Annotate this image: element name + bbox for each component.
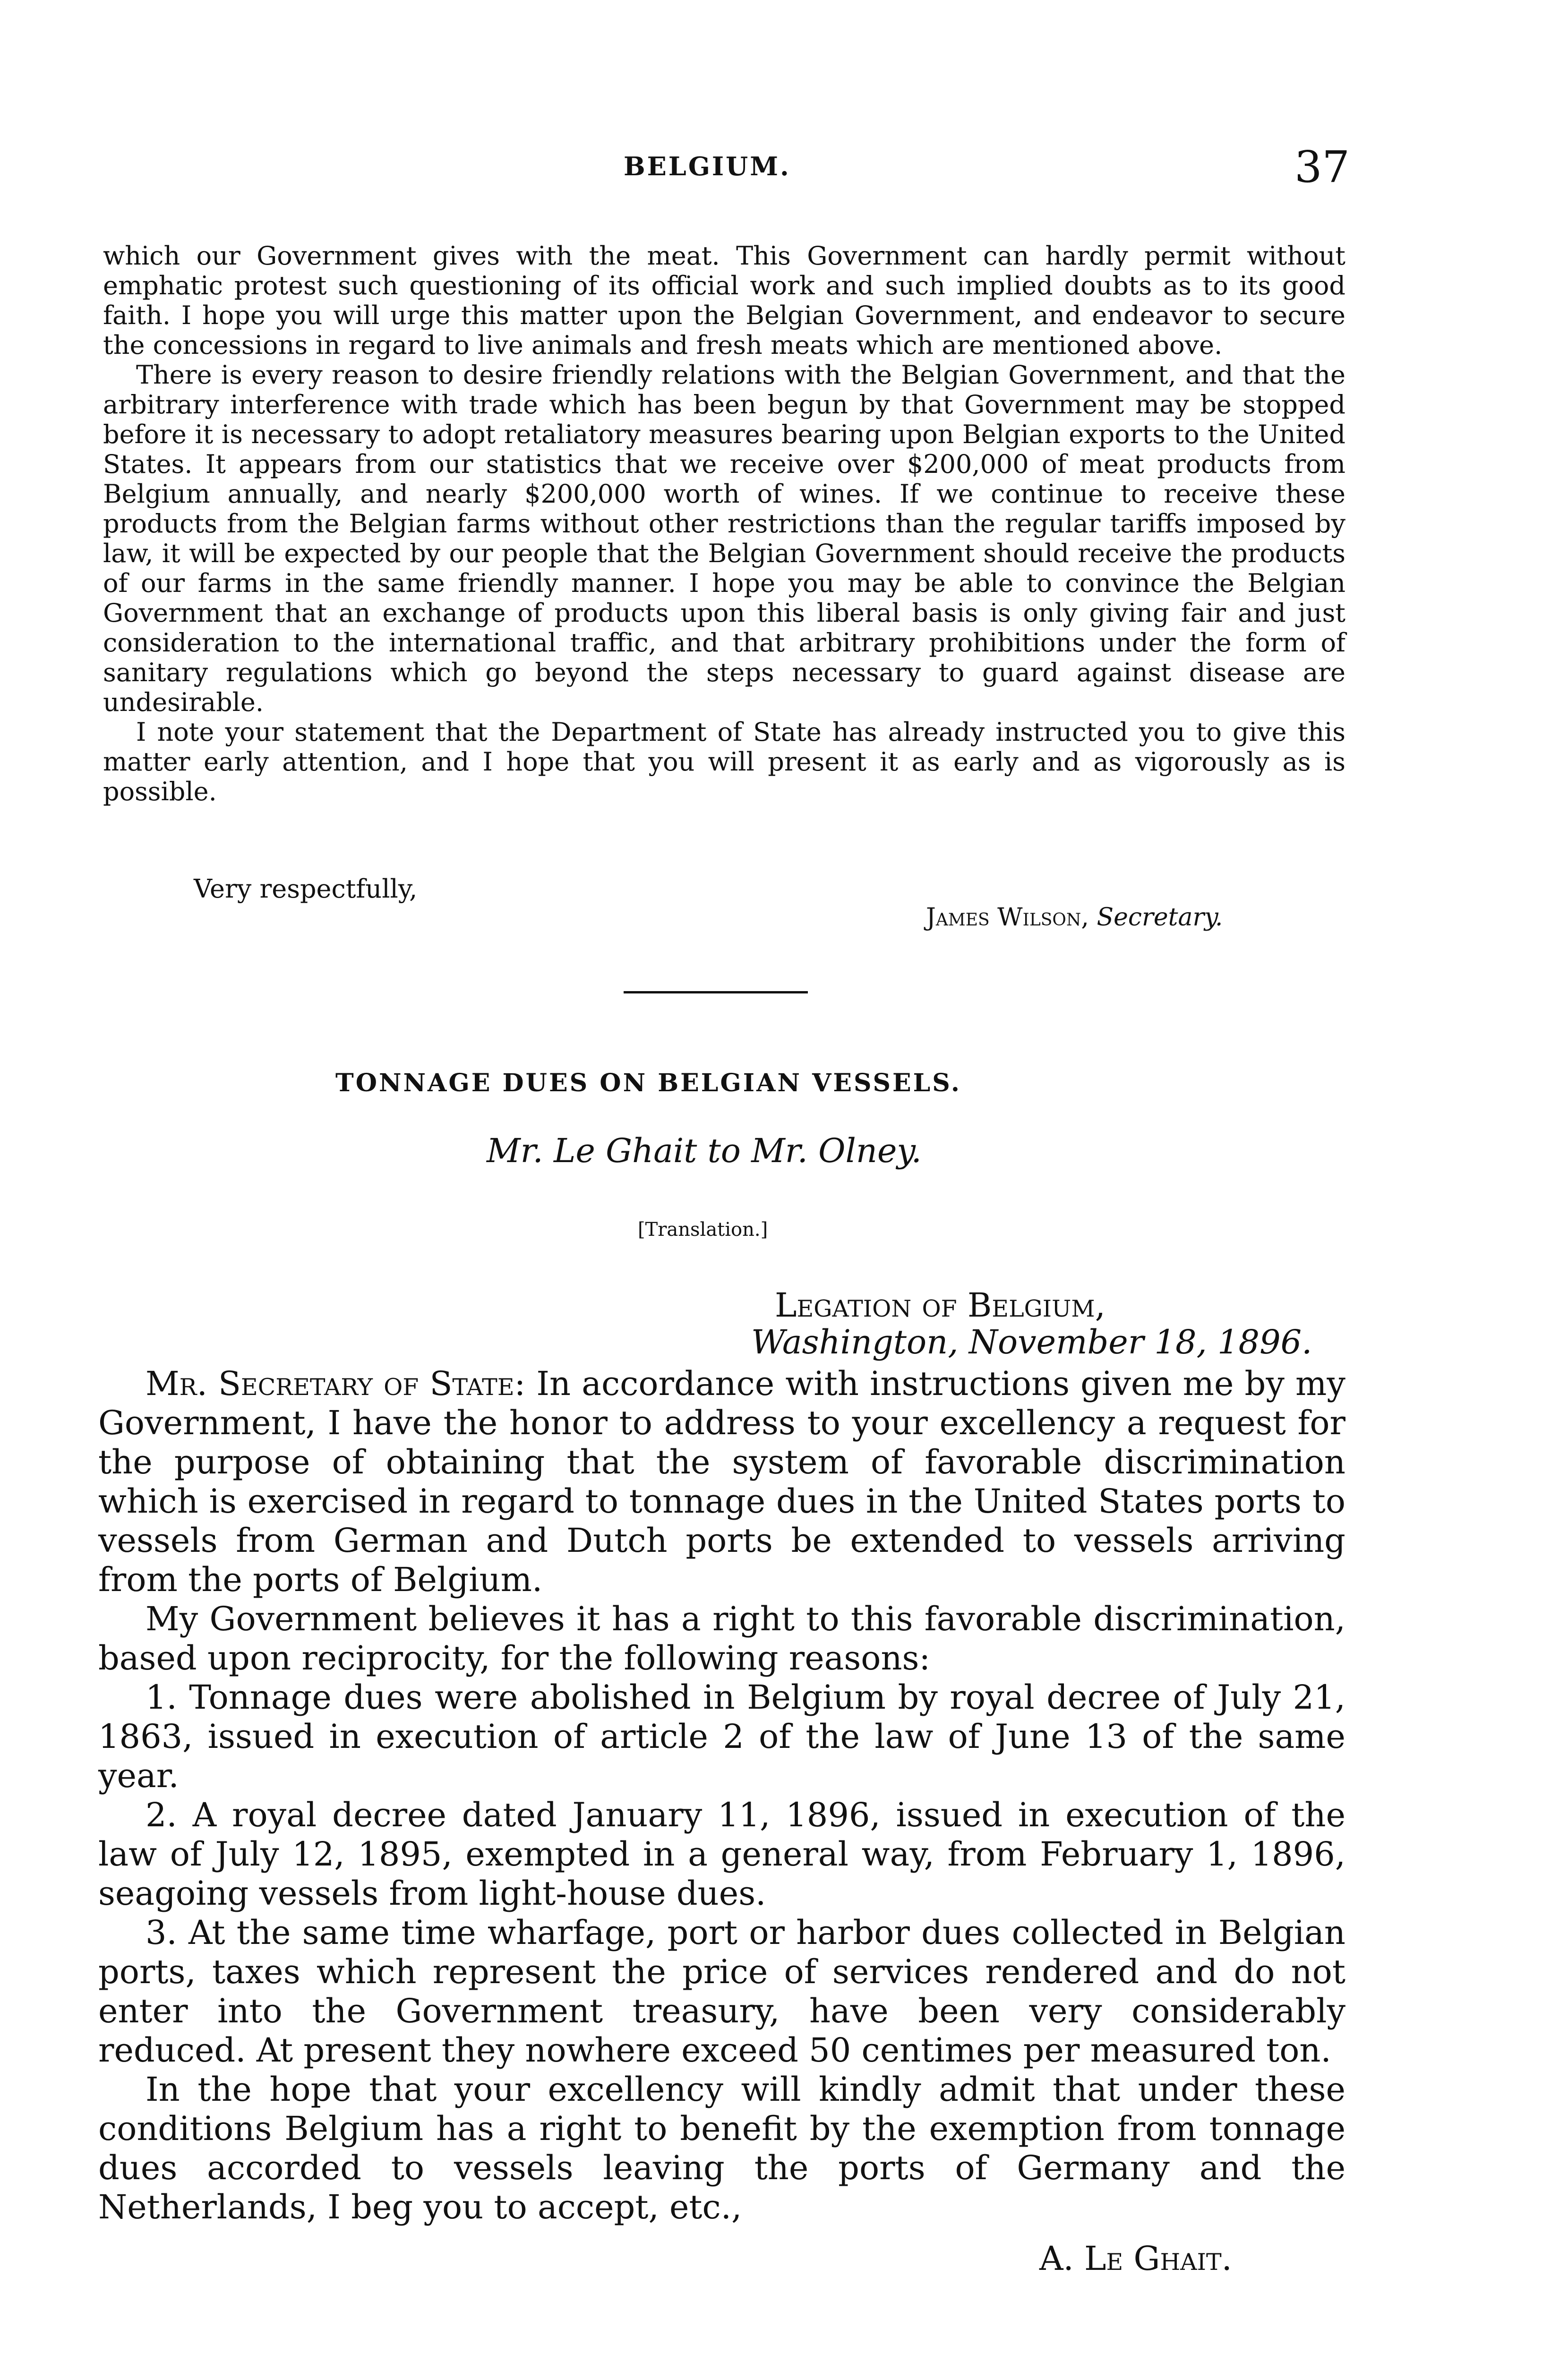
letter-one-closing: Very respectfully, [194, 874, 418, 904]
letter-two-paragraph-6: In the hope that your excellency will kindly admit that under these conditions Belgium has a right to benefit by the exemption from tonnage dues accorded to vessels leaving the ports of Germany and the Netherlands, I beg you to accept, etc., [98, 2070, 1345, 2226]
section-title: TONNAGE DUES ON BELGIAN VESSELS. [335, 1069, 962, 1097]
letter-two-paragraph-3: 1. Tonnage dues were abolished in Belgium by royal decree of July 21, 1863, issued in execution of article 2 of the law of June 13 of the same year. [98, 1678, 1345, 1795]
running-head: BELGIUM. [624, 151, 791, 181]
letter-two-body [98, 1364, 1345, 2227]
section-divider [624, 991, 808, 993]
letter-two-signature: A. Le Ghait. [1039, 2239, 1232, 2278]
letter-one-paragraph-3: I note your statement that the Department of State has already instructed you to give this matter early attention, and I hope that you will present it as early and as vigorously as is possible. [103, 717, 1345, 806]
page-number: 37 [1294, 142, 1350, 192]
letter-one-paragraph-2: There is every reason to desire friendly relations with the Belgian Government, and that the arbitrary interference with trade which has been begun by that Government may be stopped before it is necessary to adopt retaliatory measures bearing upon Belgian exports to the United States. It appears from our statistics that we receive over $200,000 of meat products from Belgium annually, and nearly $200,000 worth of wines. If we continue to receive these products from the Belgian farms without other restrictions than the regular tariffs imposed by law, it will be expected by our people that the Belgian Government should receive the products of our farms in the same friendly manner. I hope you may be able to convince the Belgian Government that an exchange of products upon this liberal basis is only giving fair and just consideration to the international traffic, and that arbitrary prohibitions under the form of sanitary regulations which go beyond the steps necessary to guard against disease are undesirable. [103, 360, 1345, 717]
signature-name: James Wilson, [926, 903, 1089, 932]
legation-line: Legation of Belgium, [775, 1286, 1105, 1325]
letter-two-paragraph-1 [98, 1364, 1345, 1600]
signature-title: Secretary. [1097, 903, 1223, 932]
letter-one-signature [926, 903, 1223, 932]
letter-two-paragraph-5: 3. At the same time wharfage, port or harbor dues collected in Belgian ports, taxes which represent the price of services rendered and do not enter into the Government treasury, have been very considerably reduced. At present they nowhere exceed 50 centimes per measured ton. [98, 1913, 1345, 2070]
letter-one-paragraph-1: which our Government gives with the meat. This Government can hardly permit without emphatic protest such questioning of its official work and such implied doubts as to its good faith. I hope you will urge this matter upon the Belgian Government, and endeavor to secure the concessions in regard to live animals and fresh meats which are mentioned above. [103, 241, 1345, 360]
letter-two-paragraph-2: My Government believes it has a right to this favorable discrimination, based upon reciprocity, for the following reasons: [98, 1600, 1345, 1677]
translation-note: [Translation.] [638, 1219, 768, 1241]
salutation: Mr. Secretary of State: [146, 1364, 526, 1403]
letter-two-paragraph-1-text: In accordance with instructions given me by my Government, I have the honor to address to your excellency a request for the purpose of obtaining that the system of favorable discrimination which is exercised in regard to tonnage dues in the United States ports to vessels from German and Dutch ports be extended to vessels arriving from the ports of Belgium. [98, 1364, 1345, 1599]
letter-one-body [103, 241, 1345, 806]
letter-heading: Mr. Le Ghait to Mr. Olney. [487, 1131, 922, 1170]
letter-two-paragraph-4: 2. A royal decree dated January 11, 1896, issued in execution of the law of July 12, 1895, exempted in a general way, from February 1, 1896, seagoing vessels from light-house dues. [98, 1796, 1345, 1913]
dateline: Washington, November 18, 1896. [751, 1323, 1312, 1361]
